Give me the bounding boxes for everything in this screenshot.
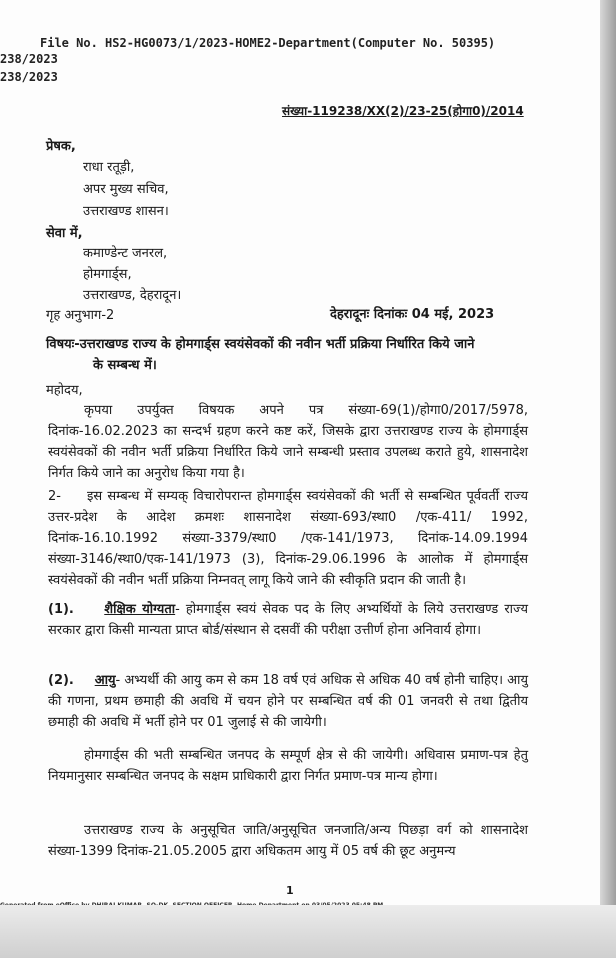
page-number: 1	[286, 884, 294, 897]
paragraph-2-text: इस सम्बन्ध में सम्यक् विचारोपरान्त होमगार्ड्स स्वयंसेवकों की भर्ती से सम्बन्धित पूर्ववर्ती राज्य उत्तर-प्रदेश के आदेश क्रमशः शासनादेश संख्या-693/स्था0 /एक-411/ 1992, दिनांक-16.10.1992 संख्या-3379/स्था0 /एक-141/1973, दिनांक-14.09.1994 संख्या-3146/स्था0/एक-141/1973 (3), दिनांक-29.06.1996 के आलोक में होमगार्ड्स स्वयंसेवकों की नवीन भर्ती प्रक्रिया निम्नवत् लागू किये जाने की स्वीकृति प्रदान की जाती है।	[48, 489, 528, 588]
subject-line: विषयः-उत्तराखण्ड राज्य के होमगार्ड्स स्वयंसेवकों की नवीन भर्ती प्रक्रिया निर्धारित किये जाने	[46, 337, 475, 352]
recipient-org: होमगार्ड्स,	[83, 267, 132, 282]
subject-line: के सम्बन्ध में।	[93, 358, 157, 373]
recipient-label: सेवा में,	[46, 226, 83, 241]
paragraph-1	[48, 400, 528, 484]
paragraph-2	[48, 486, 528, 591]
item-2-heading: आयु	[94, 673, 116, 688]
paragraph-2-number: 2-	[48, 489, 61, 504]
page-edge-shadow	[600, 0, 616, 958]
item-1-number: (1).	[48, 602, 74, 617]
sender-title: अपर मुख्य सचिव,	[83, 182, 169, 197]
paragraph-4	[48, 820, 528, 862]
section-name: गृह अनुभाग-2	[46, 308, 115, 323]
paragraph-1-text: कृपया उपर्युक्त विषयक अपने पत्र संख्या-69(1)/होगा0/2017/5978, दिनांक-16.02.2023 का सन्दर्भ ग्रहण करने कष्ट करें, जिसके द्वारा उत्तराखण्ड राज्य के होमगार्ड्स स्वयंसेवकों की नवीन भर्ती प्रक्रिया निर्धारित किये जाने सम्बन्धी प्रस्ताव उपलब्ध कराते हुये, शासनादेश निर्गत किये जाने का अनुरोध किया गया है।	[48, 403, 528, 481]
recipient-name: कमाण्डेन्ट जनरल,	[83, 246, 168, 261]
reference-number: 238/2023	[0, 70, 58, 84]
item-1	[48, 599, 528, 641]
sender-name: राधा रतूड़ी,	[83, 160, 135, 175]
item-2	[48, 670, 528, 733]
scan-bottom-margin	[0, 905, 616, 958]
salutation: महोदय,	[46, 383, 83, 398]
file-number-line: File No. HS2-HG0073/1/2023-HOME2-Department(Computer No. 50395)	[40, 36, 496, 50]
letter-number: संख्या-119238/XX(2)/23-25(होगा0)/2014	[282, 104, 524, 118]
item-1-text: - होमगार्ड्स स्वयं सेवक पद के लिए अभ्यर्थियों के लिये उत्तराखण्ड राज्य सरकार द्वारा किसी मान्यता प्राप्त बोर्ड/संस्थान से दसवीं की परीक्षा उत्तीर्ण होना अनिवार्य होगा।	[48, 602, 529, 638]
reference-number: 238/2023	[0, 52, 58, 66]
recipient-place: उत्तराखण्ड, देहरादून।	[83, 288, 182, 303]
item-2-text: - अभ्यर्थी की आयु कम से कम 18 वर्ष एवं अधिक से अधिक 40 वर्ष होनी चाहिए। आयु की गणना, प्रथम छमाही की अवधि में चयन होने पर सम्बन्धित वर्ष की 01 जनवरी से तथा द्वितीय छमाही की अवधि में भर्ती होने पर 01 जुलाई से की जायेगी।	[48, 673, 528, 730]
item-2-number: (2).	[48, 673, 74, 688]
sender-org: उत्तराखण्ड शासन।	[83, 204, 169, 219]
sender-label: प्रेषक,	[46, 139, 76, 154]
paragraph-3	[48, 745, 528, 787]
paragraph-3-text: होमगार्ड्स की भती सम्बन्धित जनपद के सम्पूर्ण क्षेत्र से की जायेगी। अधिवास प्रमाण-पत्र हेतु नियमानुसार सम्बन्धित जनपद के सक्षम प्राधिकारी द्वारा निर्गत प्रमाण-पत्र मान्य होगा।	[48, 748, 528, 784]
paragraph-4-text: उत्तराखण्ड राज्य के अनुसूचित जाति/अनुसूचित जनजाति/अन्य पिछड़ा वर्ग को शासनादेश संख्या-1399 दिनांक-21.05.2005 द्वारा अधिकतम आयु में 05 वर्ष की छूट अनुमन्य	[48, 823, 528, 859]
letter-date: देहरादूनः दिनांकः 04 मई, 2023	[330, 307, 495, 322]
item-1-heading: शैक्षिक योग्यता	[104, 602, 176, 617]
